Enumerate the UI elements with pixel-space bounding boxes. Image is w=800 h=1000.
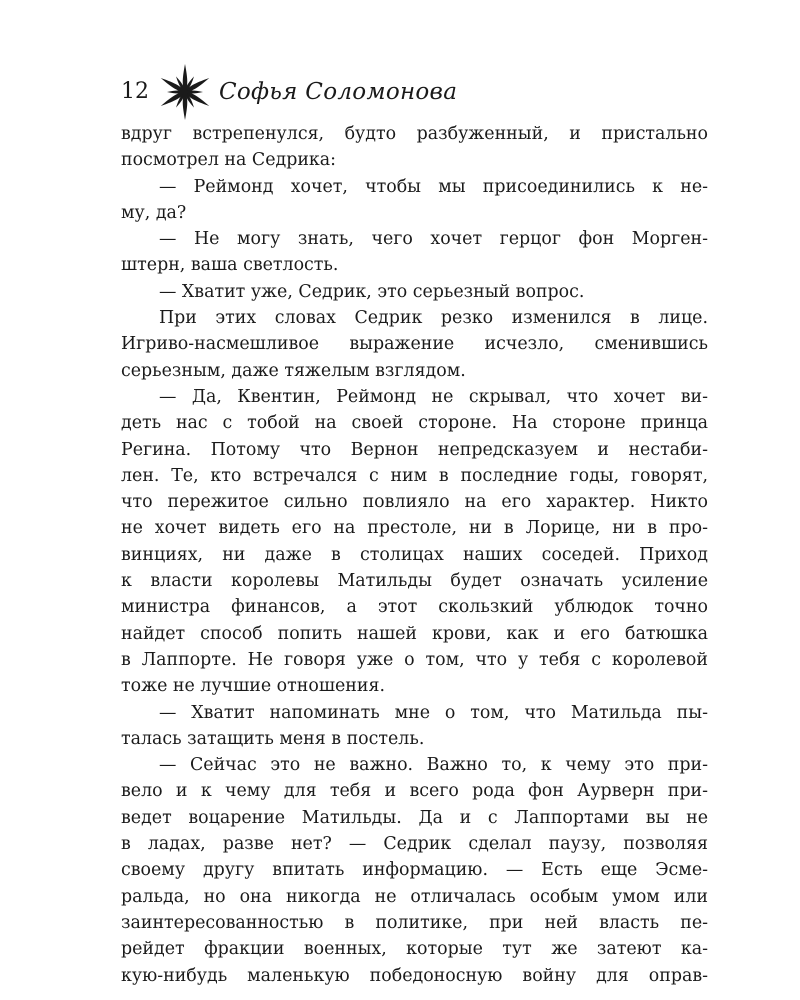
text-line: министра финансов, а этот скользкий ублюдок точно	[121, 597, 708, 618]
text-line: не хочет видеть его на престоле, ни в Лорице, ни в про-	[121, 518, 708, 539]
text-line: к власти королевы Матильды будет означать усиление	[121, 571, 708, 592]
text-line: в ладах, разве нет? — Седрик сделал паузу, позволяя	[121, 834, 708, 855]
text-line: При этих словах Седрик резко изменился в лице.	[159, 308, 708, 329]
text-line: в Лаппорте. Не говоря уже о том, что у тебя с королевой	[121, 649, 708, 670]
text-line: вело и к чему для тебя и всего рода фон Аурверн при-	[121, 781, 708, 802]
text-line: деть нас с тобой на своей стороне. На стороне принца	[121, 413, 708, 434]
text-line: своему другу впитать информацию. — Есть еще Эсме-	[121, 860, 708, 881]
text-line: — Сейчас это не важно. Важно то, к чему это при-	[159, 755, 708, 776]
text-line: посмотрел на Седрика:	[121, 150, 337, 171]
text-line: Регина. Потому что Вернон непредсказуем и нестаби-	[121, 439, 708, 460]
text-line: рейдет фракции военных, которые тут же затеют ка-	[121, 939, 708, 960]
text-line: ведет воцарение Матильды. Да и с Лаппортами вы не	[121, 807, 708, 828]
text-line: ральда, но она никогда не отличалась особым умом или	[121, 886, 708, 907]
running-header	[121, 62, 457, 122]
text-line: лен. Те, кто встречался с ним в последние годы, говорят,	[121, 465, 708, 486]
text-line: — Да, Квентин, Реймонд не скрывал, что хочет ви-	[159, 386, 708, 407]
page-number: 12	[121, 79, 149, 104]
text-line: — Хватит напоминать мне о том, что Матильда пы-	[159, 702, 708, 723]
text-line: Игриво-насмешливое выражение исчезло, сменившись	[121, 334, 708, 355]
text-line: тоже не лучшие отношения.	[121, 676, 385, 697]
text-line: талась затащить меня в постель.	[121, 728, 425, 749]
author-name: Софья Соломонова	[219, 79, 458, 105]
text-line: серьезным, даже тяжелым взглядом.	[121, 360, 466, 381]
star-ornament-icon	[155, 62, 215, 122]
text-line: штерн, ваша светлость.	[121, 255, 339, 276]
text-line: что пережитое сильно повлияло на его характер. Никто	[121, 492, 708, 513]
text-line: му, да?	[121, 202, 187, 223]
text-line: — Хватит уже, Седрик, это серьезный вопрос.	[159, 281, 585, 302]
body-text	[121, 121, 708, 989]
text-line: — Реймонд хочет, чтобы мы присоединились к не-	[159, 176, 708, 197]
text-line: кую-нибудь маленькую победоносную войну для оправ-	[121, 965, 708, 986]
text-line: найдет способ попить нашей крови, как и его батюшка	[121, 623, 708, 644]
text-line: — Не могу знать, чего хочет герцог фон Морген-	[159, 229, 708, 250]
text-line: вдруг встрепенулся, будто разбуженный, и пристально	[121, 124, 708, 144]
text-line: винциях, ни даже в столицах наших соседей. Приход	[121, 544, 708, 565]
text-line: заинтересованностью в политике, при ней власть пе-	[121, 912, 708, 933]
